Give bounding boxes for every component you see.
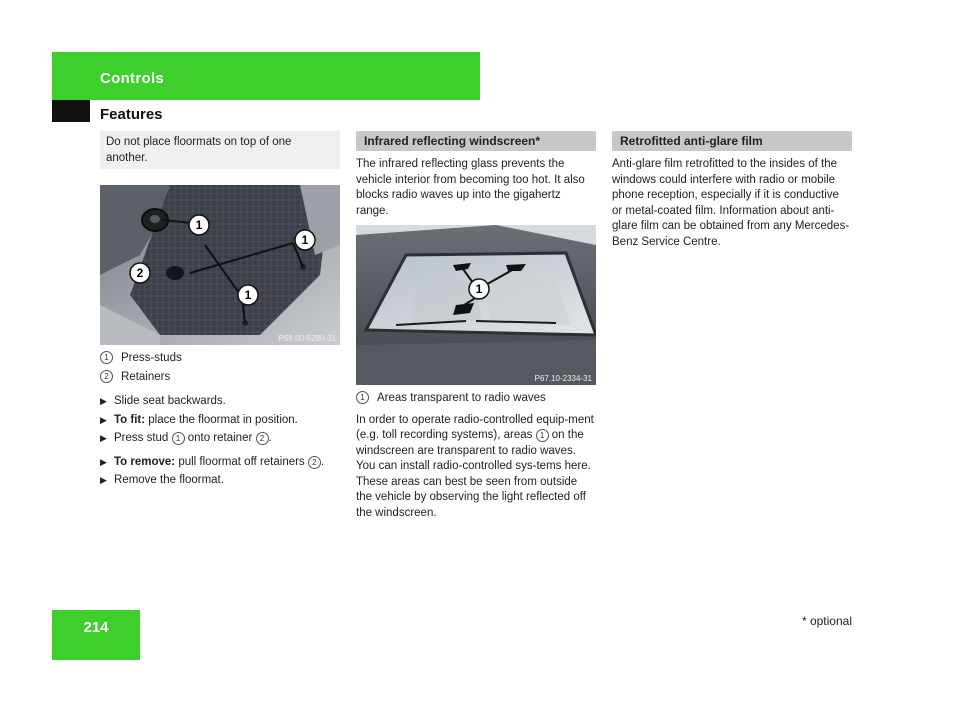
- windscreen-photo: [356, 225, 596, 385]
- step-item: ▶ To fit: place the floormat in position.: [100, 413, 340, 429]
- svg-text:2: 2: [136, 266, 144, 280]
- svg-text:1: 1: [301, 233, 309, 247]
- antiglare-body: Anti-glare film retrofitted to the insides of the windows could interfere with radio or mobile phone reception, especially if it is conductive or metal-coated film. Information about anti-glare film can be obtained from any Mercedes-Benz Service Centre.: [612, 158, 850, 248]
- antiglare-heading: Retrofitted anti-glare film: [612, 131, 852, 151]
- legend-item: 1 Press-studs: [100, 351, 340, 367]
- floormat-note: Do not place floormats on top of one another.: [100, 131, 340, 169]
- step-item: ▶ Slide seat backwards.: [100, 394, 340, 410]
- page-number: 214: [83, 619, 109, 636]
- arrow-icon: ▶: [100, 433, 107, 443]
- footnote: * optional: [801, 614, 852, 628]
- windscreen-heading: Infrared reflecting windscreen*: [356, 131, 596, 151]
- floormat-photo: [100, 185, 340, 345]
- column-antiglare: [612, 131, 852, 256]
- header-marker: [52, 100, 90, 122]
- windscreen-image-label: P67.10-2334-31: [534, 374, 592, 383]
- svg-text:1: 1: [244, 288, 252, 302]
- section-title: Controls: [100, 70, 165, 87]
- svg-text:1: 1: [475, 282, 483, 296]
- step-item: ▶ Remove the floormat.: [100, 473, 340, 489]
- legend-item: 2 Retainers: [100, 370, 340, 386]
- floormat-image-label: P68.00-5280-31: [278, 334, 336, 343]
- step-item: ▶ Press stud 1 onto retainer 2 .: [100, 431, 340, 447]
- legend-item: 1 Areas transparent to radio waves: [356, 391, 596, 407]
- svg-text:1: 1: [195, 218, 203, 232]
- column-floormats: [100, 131, 340, 492]
- subsection-title: Features: [100, 106, 163, 123]
- arrow-icon: ▶: [100, 414, 107, 425]
- arrow-icon: ▶: [100, 475, 107, 485]
- windscreen-body: In order to operate radio-controlled equip-ment (e.g. toll recording systems), areas 1 on the windscreen are transparent to radio waves. You can install radio-controlled sys-tems here. These areas can best be seen from outside the vehicle by observing the light reflected off the windscreen.: [356, 413, 594, 519]
- column-windscreen: [356, 131, 596, 527]
- windscreen-intro: The infrared reflecting glass prevents the vehicle interior from becoming too hot. It also blocks radio waves up into the gigahertz range.: [356, 158, 585, 217]
- arrow-icon: ▶: [100, 456, 107, 467]
- step-item: ▶ To remove: pull floormat off retainers 2 .: [100, 455, 340, 471]
- arrow-icon: ▶: [100, 396, 107, 406]
